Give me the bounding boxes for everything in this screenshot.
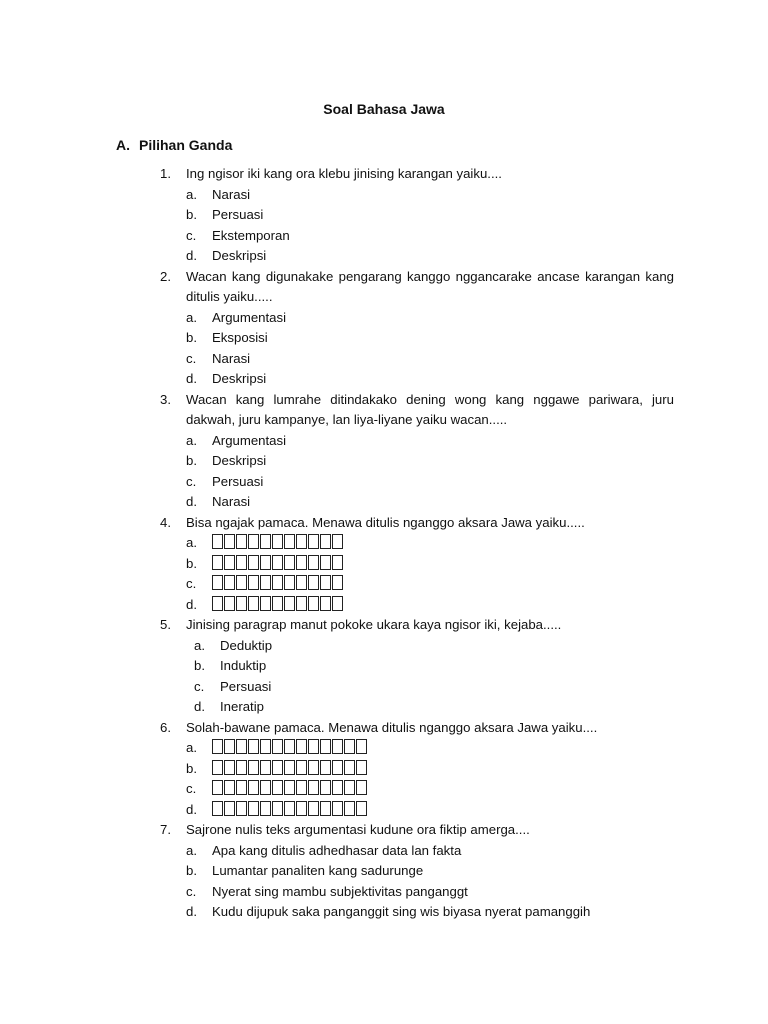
option-text: Argumentasi — [212, 309, 287, 325]
missing-glyph-icon — [236, 534, 247, 549]
option-text: Persuasi — [220, 678, 272, 694]
option-letter: b. — [186, 760, 197, 776]
option-letter: c. — [186, 350, 197, 366]
missing-glyph-icon — [284, 575, 295, 590]
missing-glyph-icon — [356, 739, 367, 754]
missing-glyph-icon — [344, 739, 355, 754]
option-letter: d. — [194, 699, 205, 714]
question-text: Solah-bawane pamaca. Menawa ditulis nganggo aksara Jawa yaiku.... — [186, 719, 598, 735]
missing-glyph-icon — [296, 534, 307, 549]
question-text: Wacan kang lumrahe ditindakako dening wong kang nggawe pariwara, juru dakwah, juru kampanye, lan liya-liyane yaiku wacan..... — [186, 391, 674, 427]
question-stem — [160, 820, 674, 841]
option-text: Deskripsi — [212, 453, 267, 468]
option-letter: c. — [186, 576, 197, 591]
question-item — [160, 164, 674, 267]
missing-glyph-icon — [272, 555, 283, 570]
option-item — [186, 554, 674, 575]
javanese-script-option — [212, 595, 674, 616]
option-letter: c. — [194, 678, 205, 694]
option-letter: b. — [186, 207, 197, 222]
missing-glyph-icon — [248, 760, 259, 775]
option-item — [186, 697, 674, 718]
option-text: Narasi — [212, 350, 251, 366]
missing-glyph-icon — [224, 534, 235, 549]
option-item — [186, 533, 674, 554]
question-stem — [160, 267, 674, 308]
missing-glyph-icon — [296, 555, 307, 570]
missing-glyph-icon — [320, 555, 331, 570]
missing-glyph-icon — [260, 780, 271, 795]
option-item — [186, 472, 674, 493]
option-letter: d. — [186, 596, 197, 612]
question-stem — [160, 615, 674, 636]
missing-glyph-icon — [224, 801, 235, 816]
missing-glyph-icon — [356, 801, 367, 816]
missing-glyph-icon — [248, 739, 259, 754]
option-text: Deskripsi — [212, 371, 267, 386]
option-letter: d. — [186, 494, 197, 509]
option-text: Persuasi — [212, 207, 264, 222]
option-text: Ineratip — [220, 699, 264, 714]
option-letter: d. — [186, 371, 197, 386]
missing-glyph-icon — [332, 780, 343, 795]
missing-glyph-icon — [272, 739, 283, 754]
question-item — [160, 513, 674, 616]
question-stem — [160, 718, 674, 739]
missing-glyph-icon — [308, 534, 319, 549]
missing-glyph-icon — [212, 801, 223, 816]
javanese-script-option — [212, 800, 674, 821]
option-letter: d. — [186, 248, 197, 263]
option-item — [186, 779, 674, 800]
missing-glyph-icon — [332, 739, 343, 754]
option-text: Kudu dijupuk saka panganggit sing wis biyasa nyerat pamanggih — [212, 904, 591, 919]
option-letter: a. — [186, 432, 197, 448]
option-letter: a. — [186, 186, 197, 202]
missing-glyph-icon — [248, 534, 259, 549]
missing-glyph-icon — [320, 780, 331, 795]
missing-glyph-icon — [320, 760, 331, 775]
question-number: 6. — [160, 719, 171, 735]
missing-glyph-icon — [212, 596, 223, 611]
missing-glyph-icon — [260, 534, 271, 549]
option-list — [186, 431, 674, 513]
option-item — [186, 800, 674, 821]
missing-glyph-icon — [296, 575, 307, 590]
option-letter: a. — [186, 740, 197, 755]
missing-glyph-icon — [224, 760, 235, 775]
option-item — [186, 738, 674, 759]
missing-glyph-icon — [296, 780, 307, 795]
missing-glyph-icon — [320, 739, 331, 754]
option-item — [186, 185, 674, 206]
missing-glyph-icon — [344, 780, 355, 795]
missing-glyph-icon — [296, 739, 307, 754]
missing-glyph-icon — [272, 596, 283, 611]
option-letter: c. — [186, 883, 197, 899]
option-text: Ekstemporan — [212, 227, 290, 243]
page-title: Soal Bahasa Jawa — [323, 101, 445, 117]
missing-glyph-icon — [284, 555, 295, 570]
missing-glyph-icon — [308, 760, 319, 775]
option-letter: c. — [186, 227, 197, 243]
option-list — [186, 636, 674, 718]
missing-glyph-icon — [212, 739, 223, 754]
option-item — [186, 349, 674, 370]
option-item — [186, 369, 674, 390]
option-list — [186, 185, 674, 267]
missing-glyph-icon — [260, 760, 271, 775]
missing-glyph-icon — [344, 801, 355, 816]
question-item — [160, 390, 674, 513]
missing-glyph-icon — [344, 760, 355, 775]
option-item — [186, 677, 674, 698]
option-text: Lumantar panaliten kang sadurunge — [212, 863, 424, 878]
option-item — [186, 595, 674, 616]
missing-glyph-icon — [212, 760, 223, 775]
option-letter: d. — [186, 904, 197, 919]
question-number: 1. — [160, 166, 171, 181]
missing-glyph-icon — [284, 739, 295, 754]
missing-glyph-icon — [332, 534, 343, 549]
section-heading — [116, 137, 232, 153]
missing-glyph-icon — [308, 780, 319, 795]
section-letter: A. — [116, 137, 130, 153]
question-item — [160, 615, 674, 718]
option-list — [186, 841, 674, 923]
section-title: Pilihan Ganda — [139, 137, 233, 153]
missing-glyph-icon — [296, 760, 307, 775]
option-item — [186, 492, 674, 513]
missing-glyph-icon — [248, 596, 259, 611]
missing-glyph-icon — [272, 801, 283, 816]
option-text: Persuasi — [212, 473, 264, 489]
missing-glyph-icon — [260, 555, 271, 570]
option-list — [186, 533, 674, 615]
option-letter: b. — [186, 330, 197, 345]
option-item — [186, 759, 674, 780]
missing-glyph-icon — [320, 575, 331, 590]
question-list — [160, 164, 674, 923]
missing-glyph-icon — [212, 534, 223, 549]
option-letter: a. — [186, 842, 197, 858]
option-letter: a. — [186, 535, 197, 550]
option-text: Nyerat sing mambu subjektivitas panganggt — [212, 883, 468, 899]
missing-glyph-icon — [260, 575, 271, 590]
missing-glyph-icon — [248, 575, 259, 590]
missing-glyph-icon — [296, 801, 307, 816]
missing-glyph-icon — [356, 760, 367, 775]
missing-glyph-icon — [356, 780, 367, 795]
missing-glyph-icon — [284, 780, 295, 795]
option-letter: b. — [186, 863, 197, 878]
option-letter: b. — [186, 453, 197, 468]
option-item — [186, 841, 674, 862]
option-item — [186, 205, 674, 226]
missing-glyph-icon — [308, 596, 319, 611]
question-item — [160, 820, 674, 923]
option-text: Induktip — [220, 658, 267, 673]
option-item — [186, 226, 674, 247]
question-text: Jinising paragrap manut pokoke ukara kaya ngisor iki, kejaba..... — [186, 617, 562, 632]
missing-glyph-icon — [284, 760, 295, 775]
option-item — [186, 902, 674, 923]
javanese-script-option — [212, 554, 674, 575]
option-item — [186, 308, 674, 329]
missing-glyph-icon — [308, 575, 319, 590]
missing-glyph-icon — [272, 760, 283, 775]
missing-glyph-icon — [236, 739, 247, 754]
question-stem — [160, 513, 674, 534]
missing-glyph-icon — [224, 739, 235, 754]
question-number: 3. — [160, 391, 171, 407]
missing-glyph-icon — [308, 739, 319, 754]
javanese-script-option — [212, 738, 674, 759]
option-letter: c. — [186, 781, 197, 796]
javanese-script-option — [212, 759, 674, 780]
question-number: 4. — [160, 514, 171, 530]
missing-glyph-icon — [320, 801, 331, 816]
option-list — [186, 738, 674, 820]
question-item — [160, 718, 674, 821]
missing-glyph-icon — [224, 596, 235, 611]
missing-glyph-icon — [272, 575, 283, 590]
option-item — [186, 882, 674, 903]
missing-glyph-icon — [320, 534, 331, 549]
option-item — [186, 636, 674, 657]
javanese-script-option — [212, 574, 674, 595]
question-text: Bisa ngajak pamaca. Menawa ditulis nganggo aksara Jawa yaiku..... — [186, 514, 585, 530]
option-text: Apa kang ditulis adhedhasar data lan fakta — [212, 842, 462, 858]
option-item — [186, 574, 674, 595]
missing-glyph-icon — [332, 575, 343, 590]
option-text: Narasi — [212, 186, 251, 202]
question-stem — [160, 390, 674, 431]
missing-glyph-icon — [284, 596, 295, 611]
question-number: 7. — [160, 822, 171, 837]
missing-glyph-icon — [248, 780, 259, 795]
question-item — [160, 267, 674, 390]
question-number: 2. — [160, 268, 171, 284]
missing-glyph-icon — [332, 555, 343, 570]
missing-glyph-icon — [332, 596, 343, 611]
missing-glyph-icon — [236, 801, 247, 816]
missing-glyph-icon — [308, 555, 319, 570]
option-list — [186, 308, 674, 390]
missing-glyph-icon — [284, 801, 295, 816]
option-letter: a. — [194, 637, 205, 653]
missing-glyph-icon — [236, 575, 247, 590]
option-letter: c. — [186, 473, 197, 489]
question-text: Sajrone nulis teks argumentasi kudune ora fiktip amerga.... — [186, 822, 530, 837]
javanese-script-option — [212, 533, 674, 554]
option-item — [186, 656, 674, 677]
missing-glyph-icon — [224, 575, 235, 590]
question-number: 5. — [160, 617, 171, 632]
missing-glyph-icon — [248, 555, 259, 570]
missing-glyph-icon — [236, 780, 247, 795]
option-letter: b. — [186, 555, 197, 571]
missing-glyph-icon — [260, 739, 271, 754]
javanese-script-option — [212, 779, 674, 800]
missing-glyph-icon — [260, 801, 271, 816]
option-item — [186, 328, 674, 349]
missing-glyph-icon — [212, 780, 223, 795]
option-letter: b. — [194, 658, 205, 673]
option-text: Deduktip — [220, 637, 273, 653]
missing-glyph-icon — [332, 760, 343, 775]
missing-glyph-icon — [236, 555, 247, 570]
missing-glyph-icon — [212, 575, 223, 590]
missing-glyph-icon — [260, 596, 271, 611]
option-item — [186, 431, 674, 452]
missing-glyph-icon — [332, 801, 343, 816]
option-letter: a. — [186, 309, 197, 325]
option-text: Narasi — [212, 494, 251, 509]
question-text: Wacan kang digunakake pengarang kanggo nggancarake ancase karangan kang ditulis yaiku..... — [186, 268, 674, 304]
missing-glyph-icon — [284, 534, 295, 549]
missing-glyph-icon — [296, 596, 307, 611]
missing-glyph-icon — [320, 596, 331, 611]
option-text: Eksposisi — [212, 330, 268, 345]
question-stem — [160, 164, 674, 185]
missing-glyph-icon — [272, 780, 283, 795]
option-item — [186, 861, 674, 882]
question-text: Ing ngisor iki kang ora klebu jinising karangan yaiku.... — [186, 166, 502, 181]
missing-glyph-icon — [248, 801, 259, 816]
missing-glyph-icon — [236, 760, 247, 775]
missing-glyph-icon — [224, 780, 235, 795]
missing-glyph-icon — [212, 555, 223, 570]
missing-glyph-icon — [236, 596, 247, 611]
option-text: Deskripsi — [212, 248, 267, 263]
missing-glyph-icon — [224, 555, 235, 570]
option-text: Argumentasi — [212, 432, 287, 448]
option-letter: d. — [186, 801, 197, 817]
option-item — [186, 451, 674, 472]
missing-glyph-icon — [272, 534, 283, 549]
missing-glyph-icon — [308, 801, 319, 816]
option-item — [186, 246, 674, 267]
